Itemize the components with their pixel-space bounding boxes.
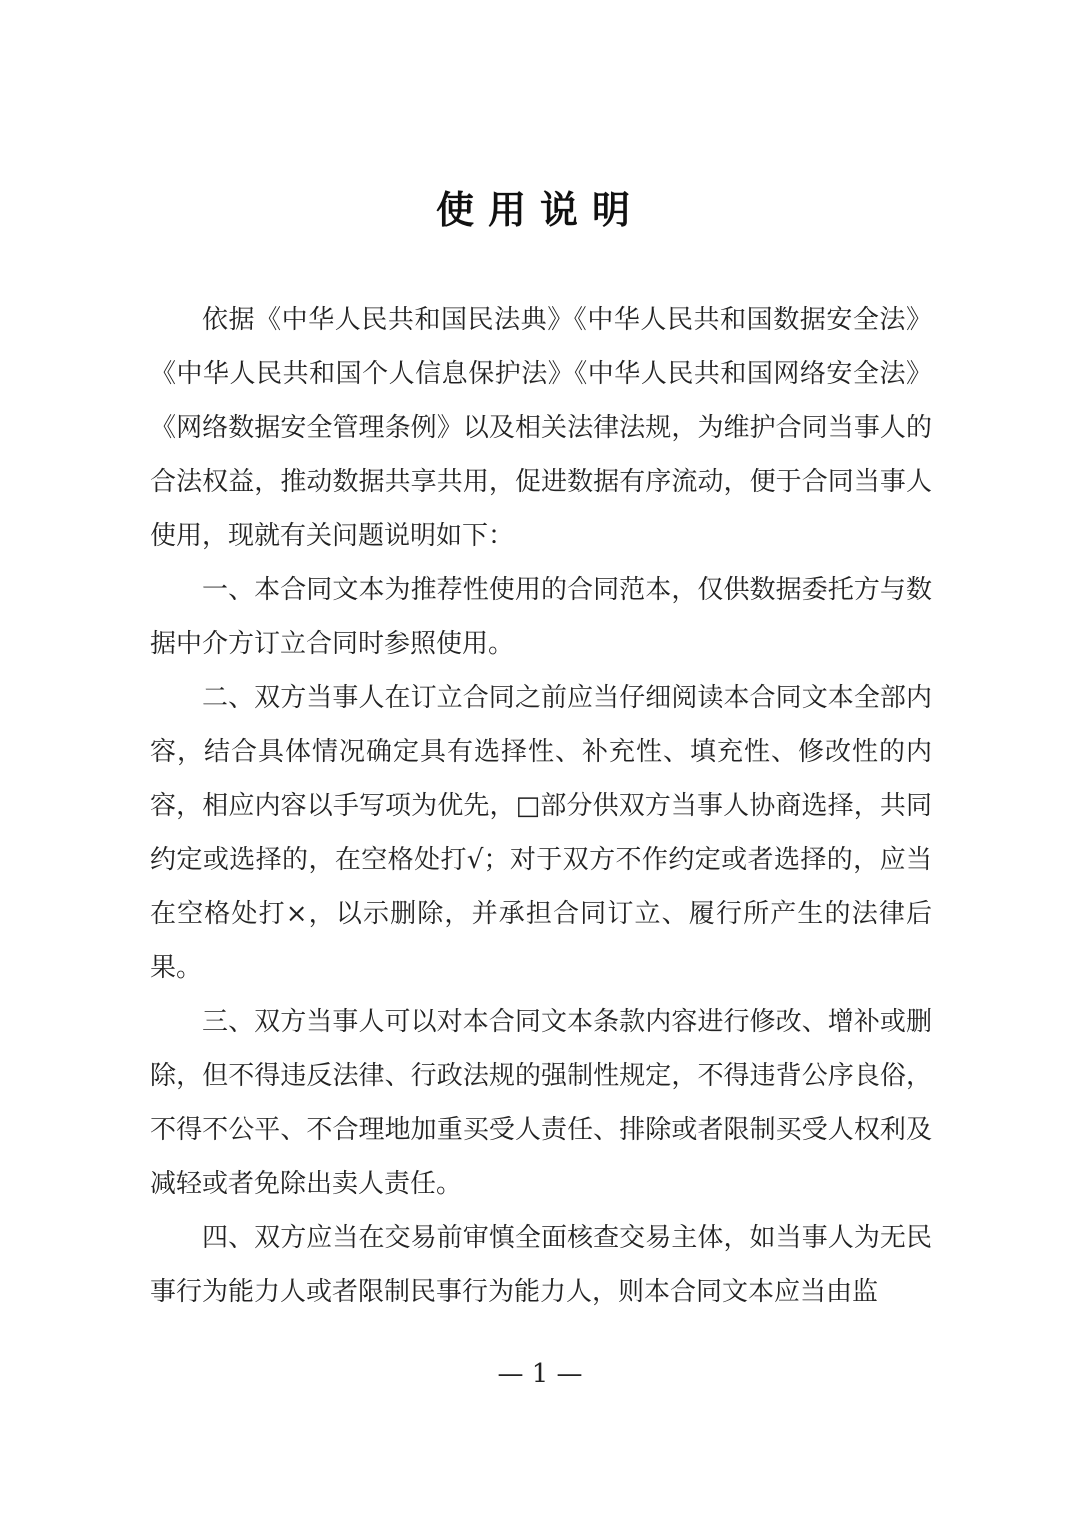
- page-number: — 1 —: [497, 1359, 583, 1389]
- paragraph-item-2: 二、双方当事人在订立合同之前应当仔细阅读本合同文本全部内容，结合具体情况确定具有选择性、补充性、填充性、修改性的内容，相应内容以手写项为优先，□部分供双方当事人协商选择，共同约定或选择的，在空格处打√；对于双方不作约定或者选择的，应当在空格处打×，以示删除，并承担合同订立、履行所产生的法律后果。: [150, 683, 932, 983]
- paragraph-intro: 依据《中华人民共和国民法典》《中华人民共和国数据安全法》《中华人民共和国个人信息保护法》《中华人民共和国网络安全法》《网络数据安全管理条例》以及相关法律法规，为维护合同当事人的合法权益，推动数据共享共用，促进数据有序流动，便于合同当事人使用，现就有关问题说明如下：: [150, 305, 932, 551]
- paragraph-item-1: 一、本合同文本为推荐性使用的合同范本，仅供数据委托方与数据中介方订立合同时参照使用。: [150, 575, 932, 659]
- paragraph-item-4: 四、双方应当在交易前审慎全面核查交易主体，如当事人为无民事行为能力人或者限制民事行为能力人，则本合同文本应当由监: [150, 1223, 932, 1307]
- paragraph-item-3: 三、双方当事人可以对本合同文本条款内容进行修改、增补或删除，但不得违反法律、行政法规的强制性规定，不得违背公序良俗，不得不公平、不合理地加重买受人责任、排除或者限制买受人权利及减轻或者免除出卖人责任。: [150, 1007, 932, 1199]
- document-title: 使用说明: [435, 187, 644, 232]
- document-body: [150, 293, 932, 1319]
